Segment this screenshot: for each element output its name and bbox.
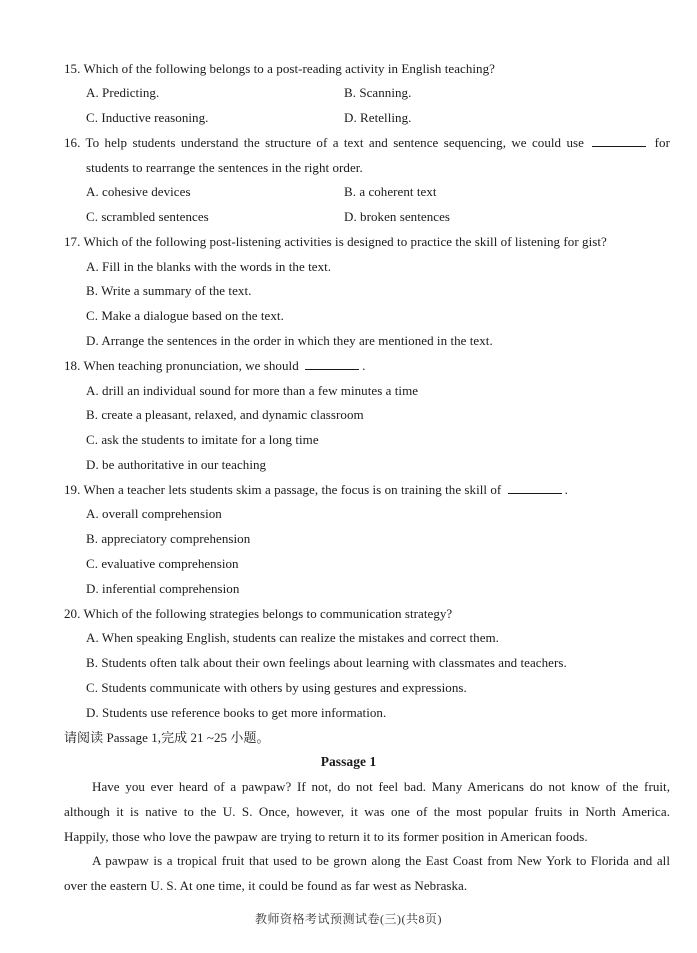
option-15-b: B. Scanning. <box>344 85 412 100</box>
passage-title: Passage 1 <box>320 754 377 769</box>
option-15-c: C. Inductive reasoning. <box>86 110 209 125</box>
passage-p1-line2: although it is native to the U. S. Once, however, it was one of the most popular fruits in North America. <box>64 804 670 819</box>
option-15-a: A. Predicting. <box>86 85 160 100</box>
passage-p1-line3: Happily, those who love the pawpaw are trying to return it to its former position in American foods. <box>64 829 588 844</box>
option-16-a: A. cohesive devices <box>86 184 191 199</box>
question-stem: Which of the following strategies belongs to communication strategy? <box>83 606 453 621</box>
question-stem: Which of the following post-listening activities is designed to practice the skill of listening for gist? <box>83 234 607 249</box>
question-number: 17. <box>64 234 81 249</box>
question-stem: When a teacher lets students skim a passage, the focus is on training the skill of <box>83 482 502 497</box>
question-number: 18. <box>64 358 81 373</box>
option-17-d: D. Arrange the sentences in the order in which they are mentioned in the text. <box>86 333 493 348</box>
option-19-b: B. appreciatory comprehension <box>86 531 251 546</box>
option-16-d: D. broken sentences <box>344 209 450 224</box>
answer-blank <box>305 358 359 370</box>
option-20-c: C. Students communicate with others by using gestures and expressions. <box>86 680 467 695</box>
question-stem: To help students understand the structure of a text and sentence sequencing, we could use <box>85 135 584 150</box>
page-footer: 教师资格考试预测试卷(三)(共8页) <box>255 912 442 926</box>
passage-p2-line1: A pawpaw is a tropical fruit that used to be grown along the East Coast from New York to Florida and all <box>92 853 670 868</box>
question-17 <box>64 234 607 250</box>
option-20-b: B. Students often talk about their own feelings about learning with classmates and teachers. <box>86 655 567 670</box>
option-16-b: B. a coherent text <box>344 184 437 199</box>
passage-p1-line1: Have you ever heard of a pawpaw? If not, do not feel bad. Many Americans do not know of the fruit, <box>92 779 670 794</box>
option-20-d: D. Students use reference books to get more information. <box>86 705 387 720</box>
option-19-c: C. evaluative comprehension <box>86 556 239 571</box>
option-15-d: D. Retelling. <box>344 110 412 125</box>
question-stem-end: for <box>654 135 670 150</box>
passage-p2-line2: over the eastern U. S. At one time, it could be found as far west as Nebraska. <box>64 878 468 893</box>
option-20-a: A. When speaking English, students can realize the mistakes and correct them. <box>86 630 499 645</box>
option-18-a: A. drill an individual sound for more than a few minutes a time <box>86 383 419 398</box>
option-17-b: B. Write a summary of the text. <box>86 283 252 298</box>
option-19-d: D. inferential comprehension <box>86 581 240 596</box>
question-16 <box>64 135 670 151</box>
option-18-d: D. be authoritative in our teaching <box>86 457 267 472</box>
question-20 <box>64 606 452 622</box>
option-18-b: B. create a pleasant, relaxed, and dynamic classroom <box>86 407 364 422</box>
answer-blank <box>508 482 562 494</box>
question-stem: Which of the following belongs to a post-reading activity in English teaching? <box>83 61 495 76</box>
question-number: 20. <box>64 606 81 621</box>
option-18-c: C. ask the students to imitate for a long time <box>86 432 319 447</box>
question-18 <box>64 358 365 374</box>
question-number: 16. <box>64 135 81 150</box>
answer-blank <box>592 135 646 147</box>
question-stem-end: . <box>362 358 366 373</box>
option-17-a: A. Fill in the blanks with the words in the text. <box>86 259 332 274</box>
option-17-c: C. Make a dialogue based on the text. <box>86 308 284 323</box>
option-16-c: C. scrambled sentences <box>86 209 209 224</box>
question-15 <box>64 61 495 77</box>
question-16-line2: students to rearrange the sentences in the right order. <box>86 160 363 175</box>
question-stem-end: . <box>564 482 568 497</box>
question-stem: When teaching pronunciation, we should <box>83 358 299 373</box>
question-number: 15. <box>64 61 81 76</box>
reading-instruction: 请阅读 Passage 1,完成 21 ~25 小题。 <box>64 730 270 745</box>
option-19-a: A. overall comprehension <box>86 506 222 521</box>
question-19 <box>64 482 568 498</box>
question-number: 19. <box>64 482 81 497</box>
